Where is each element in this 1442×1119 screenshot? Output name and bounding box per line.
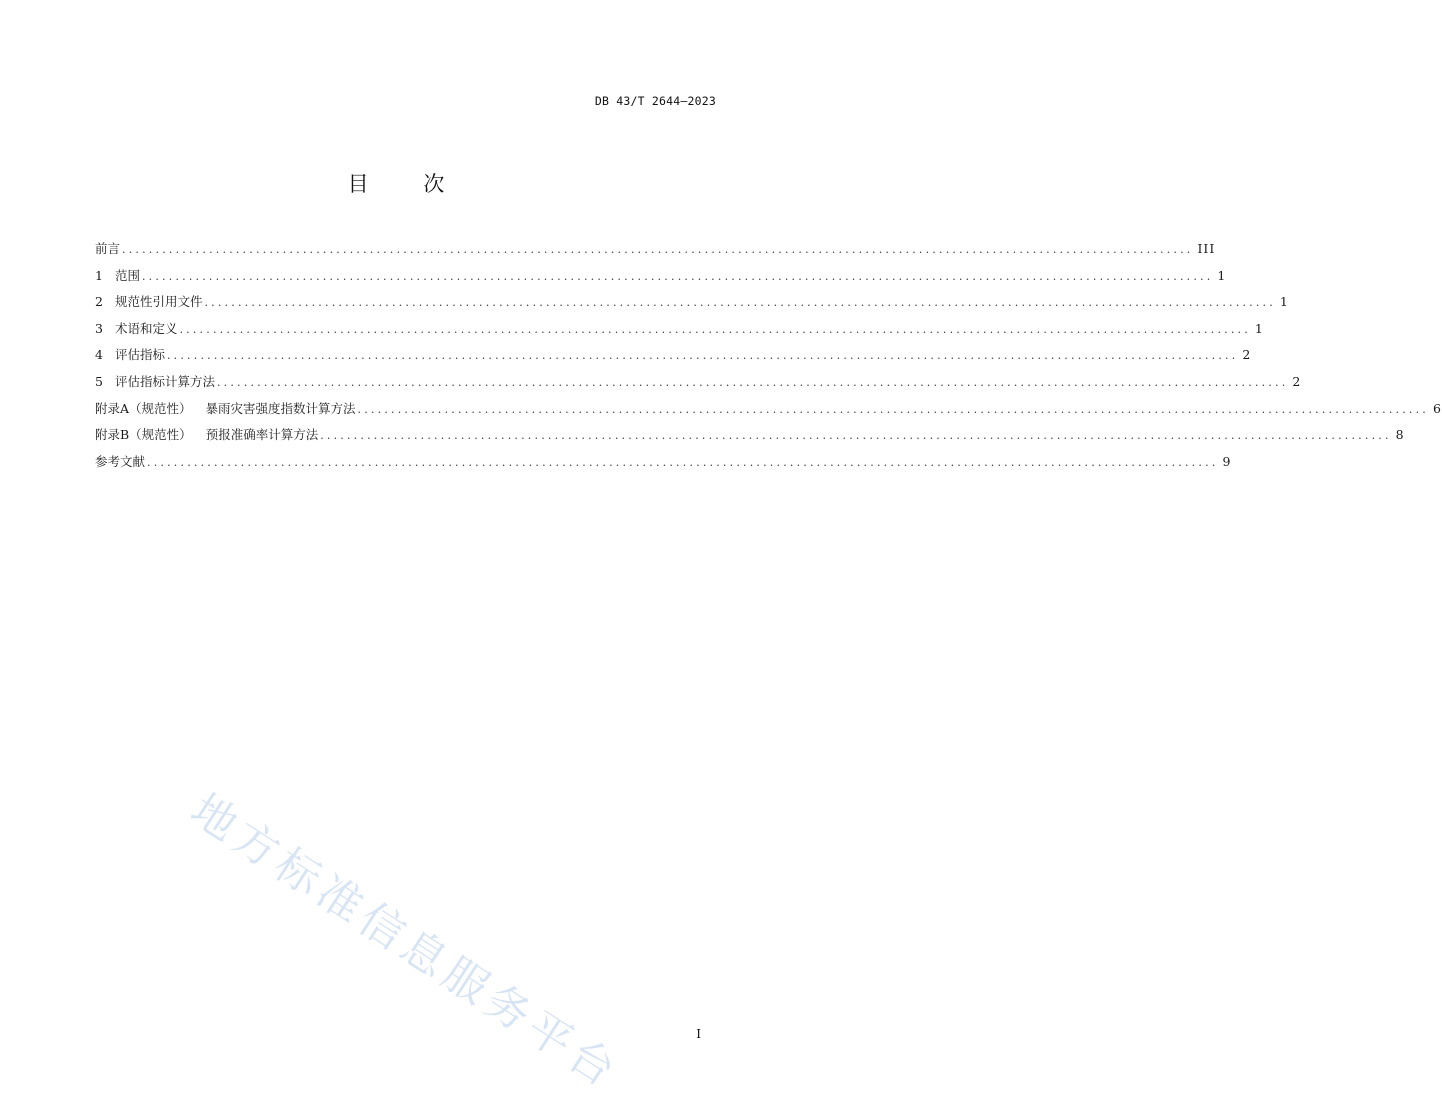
- toc-leader-dots: ................................................................................................................................................................: [357, 402, 1429, 416]
- toc-entry-label-text: 评估指标: [114, 347, 165, 363]
- toc-entry-page: 2: [1292, 373, 1302, 389]
- toc-title-char: 目: [347, 172, 369, 196]
- toc-entry-label-text: 范围: [114, 267, 140, 283]
- toc-entry-page: 6: [1433, 400, 1442, 416]
- toc-entry[interactable]: [95, 396, 1442, 423]
- toc-entry-label: [115, 263, 140, 290]
- page-number: I: [696, 1027, 701, 1041]
- toc-leader-dots: ................................................................................................................................................................: [204, 296, 1276, 310]
- toc-leader-dots: ................................................................................................................................................................: [141, 269, 1214, 283]
- toc-entry-label: [115, 342, 165, 369]
- toc-entry-number: 1: [95, 267, 103, 283]
- toc-entry[interactable]: [95, 449, 1232, 476]
- watermark: 地方标准信息服务平台: [181, 784, 629, 1100]
- toc-entry[interactable]: [95, 422, 1405, 449]
- toc-leader-dots: ................................................................................................................................................................: [166, 349, 1239, 363]
- toc-leader-dots: ................................................................................................................................................................: [179, 322, 1251, 336]
- toc-entry[interactable]: [95, 236, 1216, 263]
- toc-entry-label-text: 附录B（规范性）: [95, 427, 192, 443]
- toc-entry-page: III: [1197, 241, 1216, 256]
- toc-entry[interactable]: [95, 342, 1252, 369]
- toc-entry-label-subtitle: 预报准确率计算方法: [205, 427, 319, 443]
- toc-entry-label-text: 前言: [95, 241, 121, 256]
- toc-leader-dots: ................................................................................................................................................................: [147, 455, 1219, 469]
- toc-leader-dots: ................................................................................................................................................................: [122, 243, 1194, 256]
- toc-entry-label: [115, 316, 178, 343]
- toc-entry-number: 3: [95, 320, 103, 336]
- toc-title-char: 次: [423, 172, 445, 196]
- toc-entry-label-text: 评估指标计算方法: [114, 373, 215, 389]
- toc-entry-page: 1: [1279, 294, 1289, 310]
- toc-entry[interactable]: [95, 263, 1227, 290]
- toc-entry-label: [95, 422, 318, 449]
- toc-entry-page: 9: [1222, 453, 1232, 469]
- toc-entry-label: [95, 449, 145, 476]
- toc-list: [95, 236, 1442, 475]
- toc-entry-label: [115, 289, 203, 316]
- toc-entry[interactable]: [95, 369, 1302, 396]
- toc-entry-label-text: 规范性引用文件: [114, 294, 203, 310]
- toc-entry-label: [95, 236, 120, 263]
- toc-leader-dots: ................................................................................................................................................................: [216, 375, 1289, 389]
- toc-entry-label-text: 参考文献: [95, 453, 146, 469]
- toc-entry-label: [95, 396, 356, 423]
- toc-entry-number: 2: [95, 294, 103, 310]
- toc-entry[interactable]: [95, 289, 1289, 316]
- toc-entry-page: 1: [1217, 267, 1227, 283]
- toc-entry-page: 1: [1254, 320, 1264, 336]
- document-code: DB 43/T 2644—2023: [594, 94, 716, 108]
- toc-entry-number: 4: [95, 347, 103, 363]
- toc-entry-number: 5: [95, 373, 103, 389]
- toc-title: [0, 168, 792, 198]
- toc-leader-dots: ................................................................................................................................................................: [320, 429, 1392, 443]
- toc-entry[interactable]: [95, 316, 1264, 343]
- toc-entry-page: 8: [1395, 427, 1405, 443]
- toc-entry-label-text: 附录A（规范性）: [95, 400, 192, 416]
- toc-entry-label-text: 术语和定义: [114, 320, 178, 336]
- toc-entry-page: 2: [1242, 347, 1252, 363]
- toc-entry-label: [115, 369, 215, 396]
- toc-entry-label-subtitle: 暴雨灾害强度指数计算方法: [205, 400, 356, 416]
